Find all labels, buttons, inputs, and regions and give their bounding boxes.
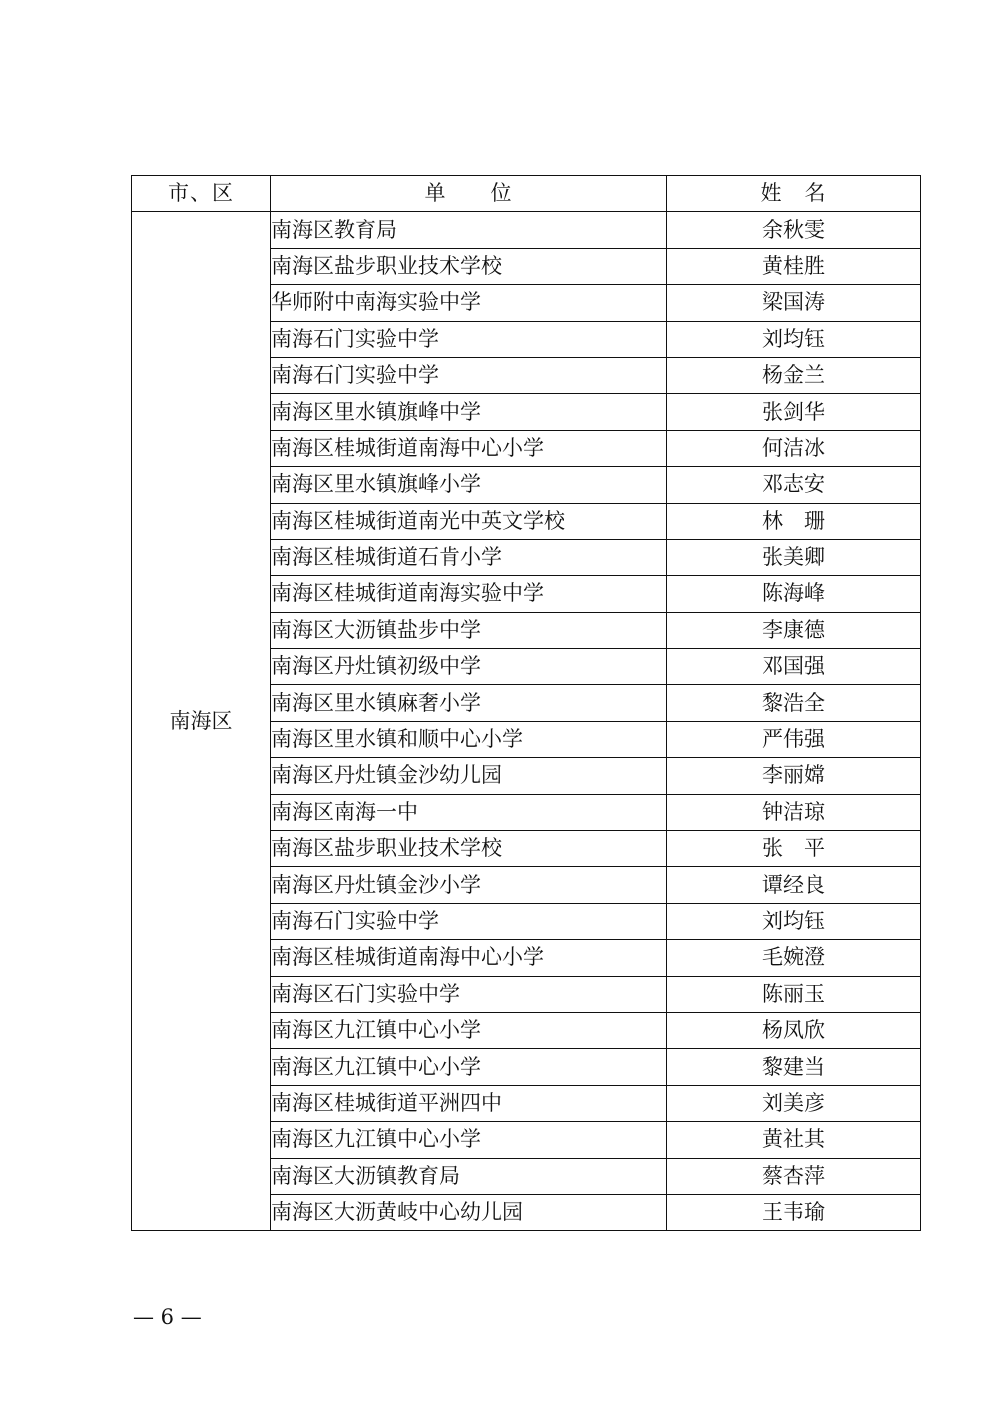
name-cell: 黄桂胜 [667, 248, 921, 284]
unit-cell: 南海区桂城街道南光中英文学校 [271, 503, 667, 539]
name-cell: 张剑华 [667, 394, 921, 430]
name-cell: 王韦瑜 [667, 1194, 921, 1230]
unit-cell: 南海区里水镇旗峰中学 [271, 394, 667, 430]
name-cell: 李康德 [667, 612, 921, 648]
header-name: 姓 名 [667, 176, 921, 212]
unit-cell: 南海区里水镇旗峰小学 [271, 467, 667, 503]
name-cell: 张 平 [667, 831, 921, 867]
name-cell: 张美卿 [667, 539, 921, 575]
name-cell: 黄社其 [667, 1122, 921, 1158]
unit-cell: 南海区里水镇麻奢小学 [271, 685, 667, 721]
name-cell: 刘美彦 [667, 1085, 921, 1121]
name-cell: 邓国强 [667, 649, 921, 685]
name-cell: 刘均钰 [667, 321, 921, 357]
name-cell: 梁国涛 [667, 285, 921, 321]
unit-cell: 南海区桂城街道平洲四中 [271, 1085, 667, 1121]
unit-cell: 南海区大沥镇盐步中学 [271, 612, 667, 648]
unit-cell: 南海区桂城街道南海中心小学 [271, 430, 667, 466]
name-cell: 林 珊 [667, 503, 921, 539]
page-number: — 6 — [133, 1305, 202, 1329]
name-cell: 黎建当 [667, 1049, 921, 1085]
unit-cell: 南海区石门实验中学 [271, 976, 667, 1012]
name-cell: 陈丽玉 [667, 976, 921, 1012]
name-cell: 谭经良 [667, 867, 921, 903]
name-cell: 邓志安 [667, 467, 921, 503]
unit-cell: 南海石门实验中学 [271, 321, 667, 357]
unit-cell: 南海区丹灶镇金沙小学 [271, 867, 667, 903]
roster-table [131, 175, 921, 1231]
name-cell: 杨凤欣 [667, 1012, 921, 1048]
name-cell: 杨金兰 [667, 357, 921, 393]
unit-cell: 南海区盐步职业技术学校 [271, 248, 667, 284]
city-cell: 南海区 [132, 212, 271, 1231]
table-row [132, 212, 921, 248]
header-unit: 单 位 [271, 176, 667, 212]
name-cell: 陈海峰 [667, 576, 921, 612]
unit-cell: 南海区里水镇和顺中心小学 [271, 721, 667, 757]
unit-cell: 南海区大沥镇教育局 [271, 1158, 667, 1194]
unit-cell: 南海区丹灶镇初级中学 [271, 649, 667, 685]
unit-cell: 华师附中南海实验中学 [271, 285, 667, 321]
unit-cell: 南海区教育局 [271, 212, 667, 248]
unit-cell: 南海区桂城街道南海中心小学 [271, 940, 667, 976]
unit-cell: 南海区九江镇中心小学 [271, 1122, 667, 1158]
header-row [132, 176, 921, 212]
unit-cell: 南海区桂城街道南海实验中学 [271, 576, 667, 612]
header-city: 市、区 [132, 176, 271, 212]
unit-cell: 南海区大沥黄岐中心幼儿园 [271, 1194, 667, 1230]
unit-cell: 南海区桂城街道石肯小学 [271, 539, 667, 575]
unit-cell: 南海石门实验中学 [271, 357, 667, 393]
name-cell: 严伟强 [667, 721, 921, 757]
name-cell: 蔡杏萍 [667, 1158, 921, 1194]
unit-cell: 南海区南海一中 [271, 794, 667, 830]
name-cell: 李丽嫦 [667, 758, 921, 794]
name-cell: 余秋雯 [667, 212, 921, 248]
name-cell: 何洁冰 [667, 430, 921, 466]
name-cell: 黎浩全 [667, 685, 921, 721]
roster-body [132, 212, 921, 1231]
name-cell: 钟洁琼 [667, 794, 921, 830]
unit-cell: 南海石门实验中学 [271, 903, 667, 939]
unit-cell: 南海区盐步职业技术学校 [271, 831, 667, 867]
unit-cell: 南海区丹灶镇金沙幼儿园 [271, 758, 667, 794]
name-cell: 毛婉澄 [667, 940, 921, 976]
name-cell: 刘均钰 [667, 903, 921, 939]
unit-cell: 南海区九江镇中心小学 [271, 1012, 667, 1048]
unit-cell: 南海区九江镇中心小学 [271, 1049, 667, 1085]
